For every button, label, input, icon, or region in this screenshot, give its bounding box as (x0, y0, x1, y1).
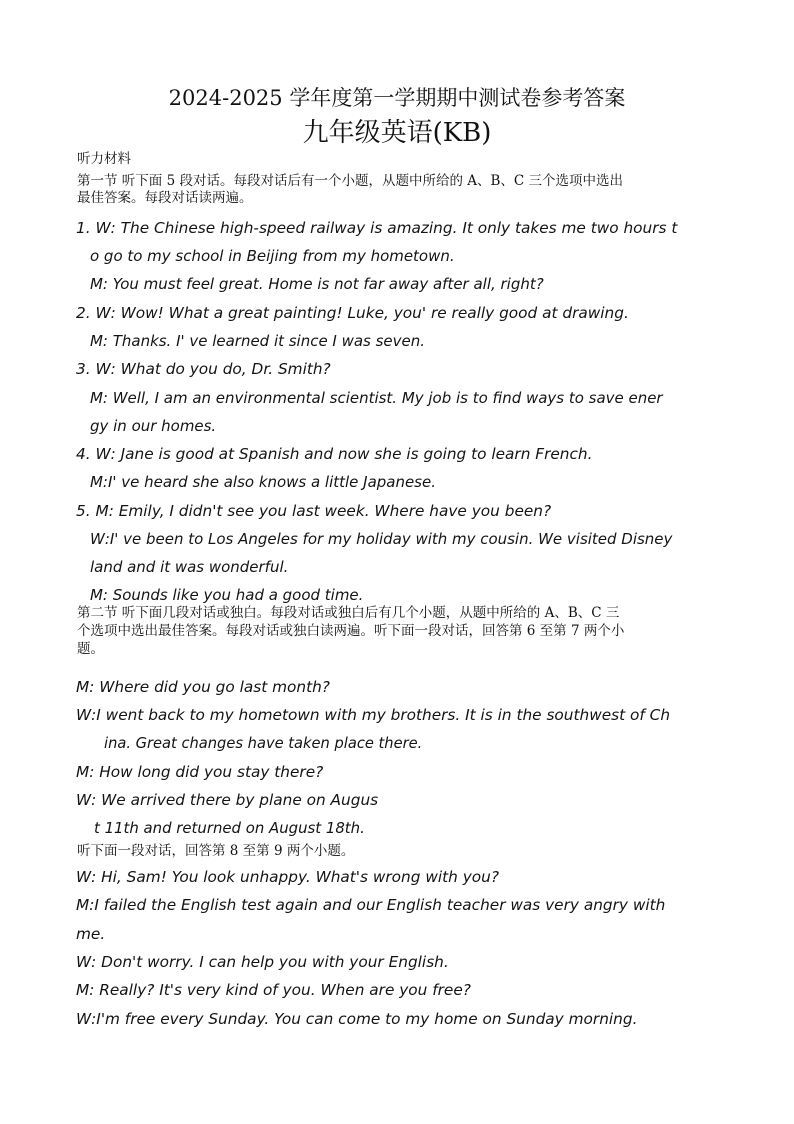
dialog-89-line2: M:I failed the English test again and our English teacher was very angry with (76, 896, 666, 914)
dialog-89-line1: W: Hi, Sam! You look unhappy. What's wrong with you? (76, 868, 499, 886)
section-89-intro: 听下面一段对话，回答第 8 至第 9 两个小题。 (77, 843, 355, 859)
dialog-89-line4: W: Don't worry. I can help you with your English. (76, 953, 449, 971)
document-subtitle: 九年级英语(KB) (302, 118, 492, 148)
dialog-1-line1: 1. W: The Chinese high-speed railway is amazing. It only takes me two hours t (76, 219, 678, 237)
section1-intro-line2: 最佳答案。每段对话读两遍。 (77, 190, 253, 206)
dialog-4-line1: 4. W: Jane is good at Spanish and now she is going to learn French. (76, 445, 593, 463)
dialog-89-line6: W:I'm free every Sunday. You can come to my home on Sunday morning. (76, 1010, 638, 1028)
dialog-2-line2: M: Thanks. I' ve learned it since I was seven. (90, 332, 425, 350)
dialog-5-line3: land and it was wonderful. (90, 558, 289, 576)
dialog-3-line3: gy in our homes. (90, 417, 217, 435)
dialog-67-line1: M: Where did you go last month? (76, 678, 330, 696)
dialog-67-line5: W: We arrived there by plane on Augus (76, 791, 379, 809)
dialog-3-line2: M: Well, I am an environmental scientist. My job is to find ways to save ener (90, 389, 663, 407)
dialog-67-line6: t 11th and returned on August 18th. (94, 819, 365, 837)
dialog-2-line1: 2. W: Wow! What a great painting! Luke, you' re really good at drawing. (76, 304, 629, 322)
section2-intro-line2: 个选项中选出最佳答案。每段对话或独白读两遍。听下面一段对话，回答第 6 至第 7 两个小 (77, 623, 625, 639)
section2-intro-line1: 第二节 听下面几段对话或独白。每段对话或独白后有几个小题，从题中所给的 A、B、C 三 (77, 605, 620, 621)
document-title: 2024-2025 学年度第一学期期中测试卷参考答案 (168, 86, 626, 110)
dialog-89-line5: M: Really? It's very kind of you. When are you free? (76, 981, 471, 999)
dialog-3-line1: 3. W: What do you do, Dr. Smith? (76, 360, 331, 378)
dialog-67-line3: ina. Great changes have taken place there. (104, 734, 423, 752)
dialog-5-line2: W:I' ve been to Los Angeles for my holiday with my cousin. We visited Disney (90, 530, 673, 548)
dialog-5-line4: M: Sounds like you had a good time. (90, 586, 364, 604)
dialog-67-line4: M: How long did you stay there? (76, 763, 324, 781)
dialog-5-line1: 5. M: Emily, I didn't see you last week. Where have you been? (76, 502, 552, 520)
dialog-4-line2: M:I' ve heard she also knows a little Japanese. (90, 473, 436, 491)
section1-intro-line1: 第一节 听下面 5 段对话。每段对话后有一个小题，从题中所给的 A、B、C 三个选项中选出 (77, 173, 624, 189)
listening-heading: 听力材料 (77, 151, 131, 167)
dialog-67-line2: W:I went back to my hometown with my brothers. It is in the southwest of Ch (76, 706, 671, 724)
section2-intro-line3: 题。 (77, 641, 104, 657)
dialog-1-line3: M: You must feel great. Home is not far away after all, right? (90, 275, 544, 293)
dialog-89-line3: me. (76, 925, 106, 943)
dialog-1-line2: o go to my school in Beijing from my hometown. (90, 247, 455, 265)
